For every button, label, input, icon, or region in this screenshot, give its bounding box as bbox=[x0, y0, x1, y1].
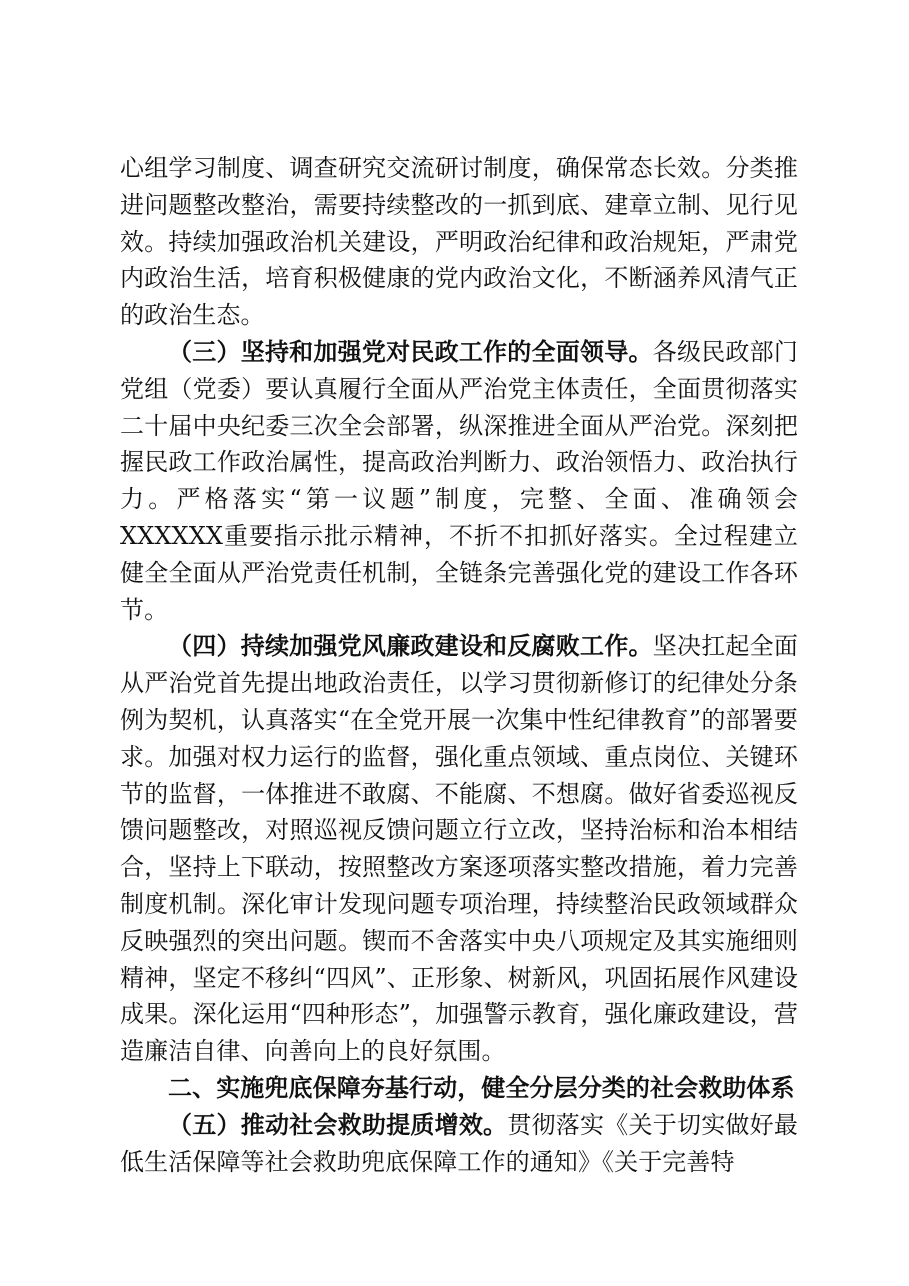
section-5-heading: （五）推动社会救助提质增效。 bbox=[168, 1110, 508, 1139]
section-5-body: 贯彻落实《关于切实做好最低生活保障等社会救助兜底保障工作的通知》《关于完善特 bbox=[120, 1110, 799, 1176]
section-4-body: 坚决扛起全面从严治党首先提出地政治责任，以学习贯彻新修订的纪律处分条例为契机，认真落实“在全党开展一次集中性纪律教育”的部署要求。加强对权力运行的监督，强化重点领域、重点岗位、关键环节的监督，一体推进不敢腐、不能腐、不想腐。做好省委巡视反馈问题整改，对照巡视反馈问题立行立改，坚持治标和治本相结合，坚持上下联动，按照整改方案逐项落实整改措施，着力完善制度机制。深化审计发现问题专项治理，持续整治民政领域群众反映强烈的突出问题。锲而不舍落实中央八项规定及其实施细则精神，坚定不移纠“四风”、正形象、树新风，巩固拓展作风建设成果。深化运用“四种形态”，加强警示教育，强化廉政建设，营造廉洁自律、向善向上的良好氛围。 bbox=[120, 632, 798, 1066]
section-4-heading: （四）持续加强党风廉政建设和反腐败工作。 bbox=[168, 632, 653, 661]
part-2-heading: 二、实施兜底保障夯基行动，健全分层分类的社会救助体系 bbox=[168, 1073, 795, 1102]
section-3-heading: （三）坚持和加强党对民政工作的全面领导。 bbox=[168, 337, 653, 366]
paragraph-section-5 bbox=[120, 1107, 798, 1181]
paragraph-section-4 bbox=[120, 628, 798, 1070]
paragraph-continuation: 心组学习制度、调查研究交流研讨制度，确保常态长效。分类推进问题整改整治，需要持续整改的一抓到底、建章立制、见行见效。持续加强政治机关建设，严明政治纪律和政治规矩，严肃党内政治生活，培育积极健康的党内政治文化，不断涵养风清气正的政治生态。 bbox=[120, 154, 798, 330]
document-body bbox=[120, 150, 798, 1180]
section-3-body: 各级民政部门党组（党委）要认真履行全面从严治党主体责任，全面贯彻落实二十届中央纪委三次全会部署，纵深推进全面从严治党。深刻把握民政工作政治属性，提高政治判断力、政治领悟力、政治执行力。严格落实“第一议题”制度，完整、全面、准确领会XXXXXX重要指示批示精神，不折不扣抓好落实。全过程建立健全全面从严治党责任机制，全链条完善强化党的建设工作各环节。 bbox=[120, 337, 798, 624]
paragraph-section-3 bbox=[120, 334, 798, 628]
